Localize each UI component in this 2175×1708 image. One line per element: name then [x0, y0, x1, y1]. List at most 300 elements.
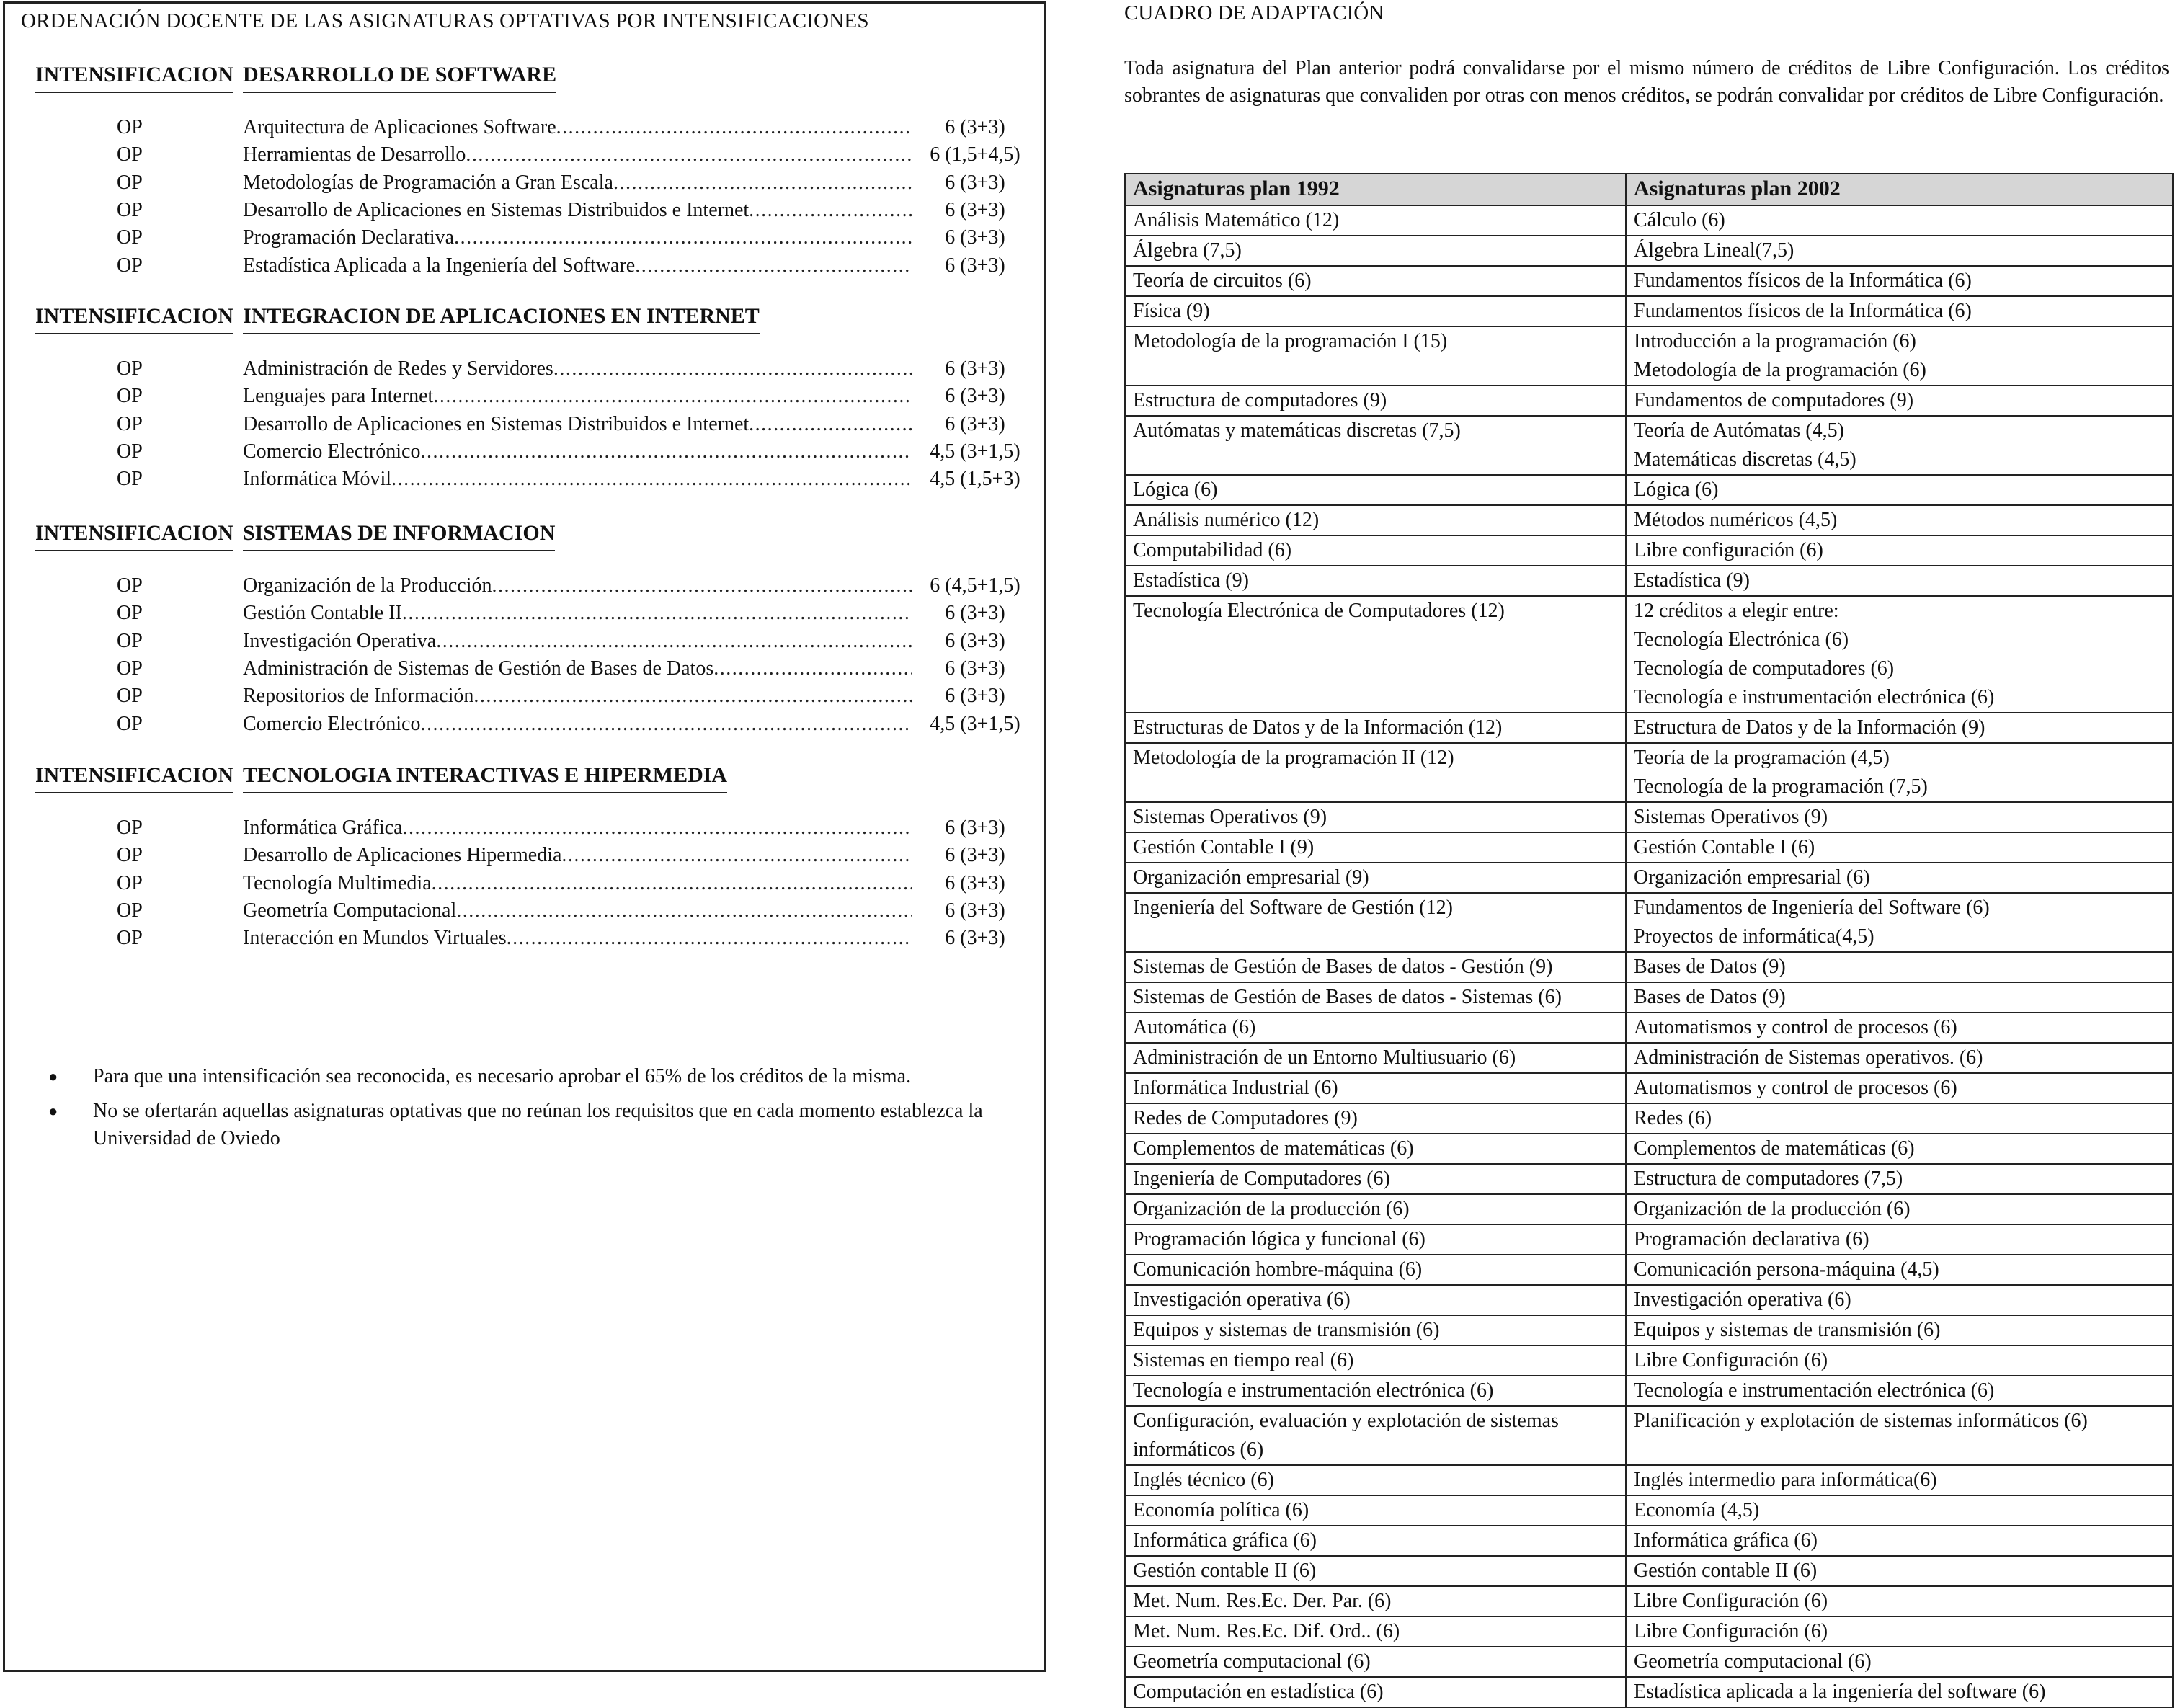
plan-2002-cell	[1626, 863, 2173, 893]
table-row	[1125, 326, 2173, 386]
plan-1992-cell	[1125, 1224, 1626, 1255]
plan-2002-cell	[1626, 236, 2173, 266]
table-row	[1125, 713, 2173, 743]
table-row	[1125, 982, 2173, 1013]
plan-1992-subject: Tecnología Electrónica de Computadores (12)	[1133, 600, 1505, 622]
plan-1992-subject: Met. Num. Res.Ec. Der. Par. (6)	[1133, 1590, 1392, 1612]
course-credits: 4,5 (3+1,5)	[930, 712, 1020, 735]
course-line	[243, 899, 912, 922]
table-row	[1125, 1616, 2173, 1647]
plan-2002-cell	[1626, 296, 2173, 326]
plan-1992-cell	[1125, 832, 1626, 863]
plan-2002-cell	[1626, 1677, 2173, 1707]
course-line	[243, 440, 912, 463]
plan-1992-subject: Computación en estadística (6)	[1133, 1681, 1384, 1703]
course-row	[5, 574, 1044, 602]
plan-2002-subject: Gestión contable II (6)	[1634, 1560, 1818, 1582]
plan-1992-cell	[1125, 1073, 1626, 1103]
course-type: OP	[117, 143, 143, 166]
plan-1992-subject: Automática (6)	[1133, 1016, 1256, 1038]
plan-1992-subject: Estadística (9)	[1133, 569, 1249, 592]
course-row	[5, 254, 1044, 282]
plan-1992-subject: Sistemas de Gestión de Bases de datos - Sistemas (6)	[1133, 986, 1562, 1008]
plan-2002-subject: Bases de Datos (9)	[1634, 986, 1786, 1008]
plan-2002-subject: Equipos y sistemas de transmisión (6)	[1634, 1319, 1941, 1341]
dot-leader	[466, 143, 912, 166]
plan-1992-subject: Investigación operativa (6)	[1133, 1289, 1351, 1311]
table-row	[1125, 416, 2173, 475]
plan-1992-subject: Gestión Contable I (9)	[1133, 836, 1315, 858]
plan-1992-subject: informáticos (6)	[1133, 1438, 1264, 1461]
table-row	[1125, 743, 2173, 802]
dot-leader	[749, 413, 912, 436]
course-name: Administración de Redes y Servidores	[243, 357, 553, 380]
plan-2002-subject: Estructura de computadores (7,5)	[1634, 1167, 1903, 1190]
plan-2002-subject: Cálculo (6)	[1634, 209, 1725, 231]
table-row	[1125, 1134, 2173, 1164]
plan-1992-subject: Ingeniería de Computadores (6)	[1133, 1167, 1390, 1190]
plan-1992-subject: Lógica (6)	[1133, 479, 1218, 501]
plan-1992-cell	[1125, 1647, 1626, 1677]
course-credits: 6 (3+3)	[945, 629, 1005, 652]
plan-2002-subject: Automatismos y control de procesos (6)	[1634, 1016, 1957, 1038]
dot-leader	[507, 927, 912, 950]
plan-1992-cell	[1125, 1465, 1626, 1495]
plan-1992-cell	[1125, 1616, 1626, 1647]
adaptation-table	[1124, 173, 2174, 1708]
course-credits: 6 (3+3)	[945, 927, 1005, 950]
dot-leader	[402, 602, 912, 625]
section-name: DESARROLLO DE SOFTWARE	[243, 63, 556, 93]
course-row	[5, 143, 1044, 171]
note-text: No se ofertarán aquellas asignaturas optativas que no reúnan los requisitos que en cada momento establezca la Universidad de Oviedo	[93, 1100, 983, 1149]
plan-1992-subject: Equipos y sistemas de transmisión (6)	[1133, 1319, 1440, 1341]
course-line	[243, 602, 912, 625]
plan-2002-cell	[1626, 1315, 2173, 1346]
course-row	[5, 357, 1044, 385]
plan-1992-subject: Administración de un Entorno Multiusuario (6)	[1133, 1046, 1516, 1069]
course-credits: 6 (3+3)	[945, 385, 1005, 408]
dot-leader	[420, 440, 912, 463]
plan-2002-cell	[1626, 1616, 2173, 1647]
table-row	[1125, 386, 2173, 416]
plan-1992-cell	[1125, 1043, 1626, 1073]
course-name: Comercio Electrónico	[243, 440, 421, 463]
table-row	[1125, 266, 2173, 296]
course-type: OP	[117, 440, 143, 463]
course-row	[5, 468, 1044, 495]
table-row	[1125, 236, 2173, 266]
course-line	[243, 574, 912, 597]
table-row	[1125, 1013, 2173, 1043]
dot-leader	[553, 357, 912, 381]
plan-1992-cell	[1125, 863, 1626, 893]
course-line	[243, 143, 912, 166]
plan-2002-subject: Organización empresarial (6)	[1634, 866, 1870, 889]
dot-leader	[556, 116, 912, 139]
plan-1992-cell	[1125, 566, 1626, 596]
plan-1992-cell	[1125, 1194, 1626, 1224]
dot-leader	[420, 713, 912, 736]
dot-leader	[391, 468, 912, 491]
course-row	[5, 440, 1044, 468]
plan-2002-cell	[1626, 982, 2173, 1013]
course-type: OP	[117, 574, 143, 597]
table-row	[1125, 1224, 2173, 1255]
course-name: Lenguajes para Internet	[243, 385, 434, 408]
plan-2002-cell	[1626, 713, 2173, 743]
plan-2002-cell	[1626, 326, 2173, 386]
course-type: OP	[117, 817, 143, 839]
course-row	[5, 899, 1044, 927]
table-row	[1125, 596, 2173, 713]
course-name: Tecnología Multimedia	[243, 871, 432, 894]
plan-1992-subject: Informática gráfica (6)	[1133, 1529, 1317, 1552]
section-label: INTENSIFICACION	[35, 63, 233, 93]
plan-1992-cell	[1125, 596, 1626, 713]
plan-2002-cell	[1626, 1224, 2173, 1255]
plan-1992-subject: Comunicación hombre-máquina (6)	[1133, 1258, 1423, 1281]
table-row	[1125, 205, 2173, 236]
dot-leader	[749, 199, 912, 222]
course-row	[5, 199, 1044, 226]
plan-2002-cell	[1626, 1164, 2173, 1194]
course-type: OP	[117, 198, 143, 221]
plan-1992-subject: Informática Industrial (6)	[1133, 1077, 1338, 1099]
plan-2002-cell	[1626, 566, 2173, 596]
course-credits: 6 (3+3)	[945, 844, 1005, 867]
course-credits: 6 (3+3)	[945, 116, 1005, 138]
plan-2002-subject: Informática gráfica (6)	[1634, 1529, 1818, 1552]
plan-2002-cell	[1626, 1465, 2173, 1495]
plan-1992-cell	[1125, 952, 1626, 982]
plan-1992-cell	[1125, 743, 1626, 802]
plan-2002-subject: Automatismos y control de procesos (6)	[1634, 1077, 1957, 1099]
adaptation-title: CUADRO DE ADAPTACIÓN	[1124, 1, 1384, 25]
course-line	[243, 357, 912, 381]
course-line	[243, 172, 912, 195]
course-credits: 6 (3+3)	[945, 357, 1005, 380]
plan-2002-cell	[1626, 535, 2173, 566]
plan-2002-subject: Estructura de Datos y de la Información (9)	[1634, 716, 1985, 739]
course-row	[5, 116, 1044, 143]
course-type: OP	[117, 385, 143, 408]
plan-2002-cell	[1626, 1495, 2173, 1526]
plan-1992-subject: Computabilidad (6)	[1133, 539, 1292, 561]
notes-list	[48, 1063, 1028, 1160]
plan-1992-cell	[1125, 1134, 1626, 1164]
plan-1992-subject: Tecnología e instrumentación electrónica (6)	[1133, 1379, 1494, 1402]
plan-1992-cell	[1125, 236, 1626, 266]
table-row	[1125, 1526, 2173, 1556]
course-line	[243, 844, 912, 867]
table-row	[1125, 1346, 2173, 1376]
plan-1992-cell	[1125, 296, 1626, 326]
plan-2002-subject: Sistemas Operativos (9)	[1634, 806, 1828, 828]
plan-2002-subject: Libre configuración (6)	[1634, 539, 1823, 561]
plan-1992-cell	[1125, 1255, 1626, 1285]
plan-1992-cell	[1125, 1376, 1626, 1406]
course-line	[243, 226, 912, 249]
plan-2002-subject: Matemáticas discretas (4,5)	[1634, 448, 1856, 471]
plan-1992-cell	[1125, 1526, 1626, 1556]
plan-2002-cell	[1626, 1013, 2173, 1043]
plan-2002-subject: Economía (4,5)	[1634, 1499, 1760, 1521]
plan-2002-cell	[1626, 893, 2173, 952]
section-header	[5, 521, 1044, 554]
plan-2002-cell	[1626, 475, 2173, 505]
course-row	[5, 602, 1044, 629]
section-header	[5, 63, 1044, 96]
plan-2002-subject: Inglés intermedio para informática(6)	[1634, 1469, 1937, 1491]
course-name: Desarrollo de Aplicaciones Hipermedia	[243, 844, 562, 867]
course-row	[5, 685, 1044, 712]
bullet-icon: ●	[48, 1102, 58, 1120]
table-row	[1125, 863, 2173, 893]
dot-leader	[432, 872, 912, 895]
course-type: OP	[117, 468, 143, 491]
plan-1992-cell	[1125, 982, 1626, 1013]
course-row	[5, 657, 1044, 685]
plan-2002-cell	[1626, 1346, 2173, 1376]
course-credits: 6 (3+3)	[945, 602, 1005, 625]
course-type: OP	[117, 412, 143, 435]
plan-2002-subject: Libre Configuración (6)	[1634, 1349, 1828, 1371]
table-row	[1125, 952, 2173, 982]
course-name: Repositorios de Información	[243, 685, 474, 708]
plan-2002-subject: Tecnología de la programación (7,5)	[1634, 775, 1928, 798]
plan-1992-cell	[1125, 1164, 1626, 1194]
note-text: Para que una intensificación sea reconocida, es necesario aprobar el 65% de los créditos de la misma.	[93, 1065, 912, 1087]
plan-2002-subject: Tecnología Electrónica (6)	[1634, 628, 1849, 651]
plan-2002-subject: Programación declarativa (6)	[1634, 1228, 1869, 1250]
plan-2002-subject: Álgebra Lineal(7,5)	[1634, 239, 1794, 262]
course-line	[243, 713, 912, 736]
plan-2002-cell	[1626, 1586, 2173, 1616]
course-type: OP	[117, 226, 143, 249]
plan-2002-cell	[1626, 832, 2173, 863]
table-row	[1125, 1194, 2173, 1224]
plan-2002-cell	[1626, 1255, 2173, 1285]
section-name: TECNOLOGIA INTERACTIVAS E HIPERMEDIA	[243, 763, 727, 793]
section-name: SISTEMAS DE INFORMACION	[243, 521, 555, 551]
plan-2002-subject: Comunicación persona-máquina (4,5)	[1634, 1258, 1939, 1281]
plan-1992-subject: Organización empresarial (9)	[1133, 866, 1369, 889]
plan-2002-subject: Métodos numéricos (4,5)	[1634, 509, 1838, 531]
plan-2002-cell	[1626, 743, 2173, 802]
plan-2002-subject: Estadística aplicada a la ingeniería del software (6)	[1634, 1681, 2046, 1703]
table-row	[1125, 893, 2173, 952]
plan-1992-cell	[1125, 1013, 1626, 1043]
plan-1992-subject: Programación lógica y funcional (6)	[1133, 1228, 1425, 1250]
bullet-icon: ●	[48, 1067, 58, 1085]
plan-2002-subject: 12 créditos a elegir entre:	[1634, 600, 1839, 622]
section-label: INTENSIFICACION	[35, 763, 233, 793]
plan-1992-subject: Álgebra (7,5)	[1133, 239, 1242, 262]
course-type: OP	[117, 685, 143, 708]
dot-leader	[713, 657, 912, 680]
course-type: OP	[117, 927, 143, 950]
plan-2002-subject: Fundamentos físicos de la Informática (6)	[1634, 300, 1972, 322]
plan-2002-subject: Teoría de Autómatas (4,5)	[1634, 419, 1844, 442]
plan-1992-subject: Metodología de la programación I (15)	[1133, 330, 1448, 352]
section-label: INTENSIFICACION	[35, 304, 233, 334]
course-name: Desarrollo de Aplicaciones en Sistemas Distribuidos e Internet	[243, 198, 750, 221]
table-row	[1125, 1556, 2173, 1586]
course-row	[5, 713, 1044, 740]
table-row	[1125, 1103, 2173, 1134]
plan-1992-subject: Estructuras de Datos y de la Información (12)	[1133, 716, 1503, 739]
plan-1992-subject: Geometría computacional (6)	[1133, 1650, 1371, 1673]
plan-2002-subject: Gestión Contable I (6)	[1634, 836, 1815, 858]
table-row	[1125, 566, 2173, 596]
course-line	[243, 413, 912, 436]
course-line	[243, 116, 912, 139]
course-credits: 6 (3+3)	[945, 685, 1005, 708]
plan-2002-cell	[1626, 952, 2173, 982]
adaptation-intro: Toda asignatura del Plan anterior podrá convalidarse por el mismo número de créditos de Libre Configuración. Los créditos sobrantes de asignaturas que convaliden por otras con menos créditos, se podrán convalidar por créditos de Libre Configuración.	[1124, 57, 2169, 107]
course-credits: 6 (3+3)	[945, 226, 1005, 249]
plan-1992-subject: Análisis Matemático (12)	[1133, 209, 1340, 231]
note-item	[48, 1098, 1028, 1152]
course-name: Estadística Aplicada a la Ingeniería del Software	[243, 254, 636, 277]
table-row	[1125, 802, 2173, 832]
plan-2002-cell	[1626, 1647, 2173, 1677]
plan-1992-cell	[1125, 802, 1626, 832]
course-credits: 6 (3+3)	[945, 657, 1005, 680]
table-row	[1125, 535, 2173, 566]
section-label: INTENSIFICACION	[35, 521, 233, 551]
plan-1992-subject: Inglés técnico (6)	[1133, 1469, 1274, 1491]
table-row	[1125, 1285, 2173, 1315]
plan-2002-cell	[1626, 416, 2173, 475]
plan-1992-cell	[1125, 713, 1626, 743]
course-row	[5, 872, 1044, 899]
course-name: Administración de Sistemas de Gestión de Bases de Datos	[243, 657, 714, 680]
plan-2002-subject: Fundamentos de computadores (9)	[1634, 389, 1914, 412]
plan-2002-subject: Tecnología e instrumentación electrónica (6)	[1634, 1379, 1995, 1402]
plan-1992-subject: Gestión contable II (6)	[1133, 1560, 1317, 1582]
plan-1992-subject: Física (9)	[1133, 300, 1210, 322]
optativas-panel	[3, 1, 1046, 1672]
plan-2002-cell	[1626, 596, 2173, 713]
course-credits: 6 (1,5+4,5)	[930, 143, 1020, 166]
plan-1992-cell	[1125, 1406, 1626, 1465]
table-row	[1125, 832, 2173, 863]
plan-1992-cell	[1125, 1677, 1626, 1707]
course-credits: 6 (3+3)	[945, 412, 1005, 435]
course-line	[243, 927, 912, 950]
course-credits: 6 (3+3)	[945, 254, 1005, 277]
course-type: OP	[117, 602, 143, 625]
plan-2002-cell	[1626, 802, 2173, 832]
plan-2002-subject: Metodología de la programación (6)	[1634, 359, 1926, 381]
table-row	[1125, 1043, 2173, 1073]
plan-1992-subject: Redes de Computadores (9)	[1133, 1107, 1358, 1129]
plan-2002-subject: Redes (6)	[1634, 1107, 1712, 1129]
plan-2002-cell	[1626, 505, 2173, 535]
panel-title: ORDENACIÓN DOCENTE DE LAS ASIGNATURAS OPTATIVAS POR INTENSIFICACIONES	[21, 9, 869, 32]
table-row	[1125, 1376, 2173, 1406]
course-row	[5, 817, 1044, 844]
plan-2002-subject: Tecnología e instrumentación electrónica (6)	[1634, 686, 1995, 708]
table-row	[1125, 1164, 2173, 1194]
plan-2002-cell	[1626, 1526, 2173, 1556]
plan-1992-subject: Metodología de la programación II (12)	[1133, 747, 1454, 769]
table-row	[1125, 1495, 2173, 1526]
plan-2002-cell	[1626, 1073, 2173, 1103]
plan-2002-cell	[1626, 386, 2173, 416]
plan-2002-cell	[1626, 1194, 2173, 1224]
section-header	[5, 763, 1044, 796]
note-item	[48, 1063, 1028, 1090]
course-name: Gestión Contable II	[243, 602, 402, 625]
plan-2002-cell	[1626, 1406, 2173, 1465]
course-name: Informática Móvil	[243, 468, 392, 491]
plan-1992-subject: Sistemas en tiempo real (6)	[1133, 1349, 1354, 1371]
plan-2002-cell	[1626, 1285, 2173, 1315]
course-credits: 4,5 (3+1,5)	[930, 440, 1020, 463]
plan-1992-subject: Sistemas Operativos (9)	[1133, 806, 1327, 828]
course-name: Herramientas de Desarrollo	[243, 143, 466, 166]
dot-leader	[561, 844, 912, 867]
course-type: OP	[117, 171, 143, 194]
plan-2002-subject: Geometría computacional (6)	[1634, 1650, 1872, 1673]
header-plan-2002: Asignaturas plan 2002	[1626, 174, 2173, 205]
plan-1992-cell	[1125, 1285, 1626, 1315]
plan-1992-cell	[1125, 1586, 1626, 1616]
plan-2002-subject: Proyectos de informática(4,5)	[1634, 925, 1874, 948]
course-row	[5, 630, 1044, 657]
course-row	[5, 226, 1044, 254]
course-line	[243, 385, 912, 408]
course-row	[5, 413, 1044, 440]
table-row	[1125, 1677, 2173, 1707]
course-credits: 6 (3+3)	[945, 817, 1005, 839]
plan-1992-subject: Análisis numérico (12)	[1133, 509, 1320, 531]
course-credits: 6 (4,5+1,5)	[930, 574, 1020, 597]
plan-2002-cell	[1626, 266, 2173, 296]
plan-1992-subject: Teoría de circuitos (6)	[1133, 270, 1312, 292]
plan-1992-subject: Economía política (6)	[1133, 1499, 1309, 1521]
dot-leader	[635, 254, 912, 277]
dot-leader	[403, 817, 912, 840]
plan-2002-subject: Organización de la producción (6)	[1634, 1198, 1911, 1220]
dot-leader	[454, 226, 912, 249]
plan-1992-cell	[1125, 893, 1626, 952]
course-row	[5, 172, 1044, 199]
course-line	[243, 630, 912, 653]
course-type: OP	[117, 844, 143, 867]
course-type: OP	[117, 899, 143, 922]
course-name: Investigación Operativa	[243, 629, 437, 652]
course-name: Programación Declarativa	[243, 226, 455, 249]
plan-2002-subject: Investigación operativa (6)	[1634, 1289, 1851, 1311]
course-name: Desarrollo de Aplicaciones en Sistemas Distribuidos e Internet	[243, 412, 750, 435]
course-name: Geometría Computacional	[243, 899, 457, 922]
plan-1992-subject: Sistemas de Gestión de Bases de datos - Gestión (9)	[1133, 956, 1553, 978]
plan-1992-cell	[1125, 1346, 1626, 1376]
table-row	[1125, 1406, 2173, 1465]
course-row	[5, 385, 1044, 412]
plan-2002-subject: Fundamentos físicos de la Informática (6)	[1634, 270, 1972, 292]
dot-leader	[433, 385, 912, 408]
plan-1992-cell	[1125, 475, 1626, 505]
table-row	[1125, 1465, 2173, 1495]
course-credits: 6 (3+3)	[945, 871, 1005, 894]
course-type: OP	[117, 357, 143, 380]
section-header	[5, 304, 1044, 337]
